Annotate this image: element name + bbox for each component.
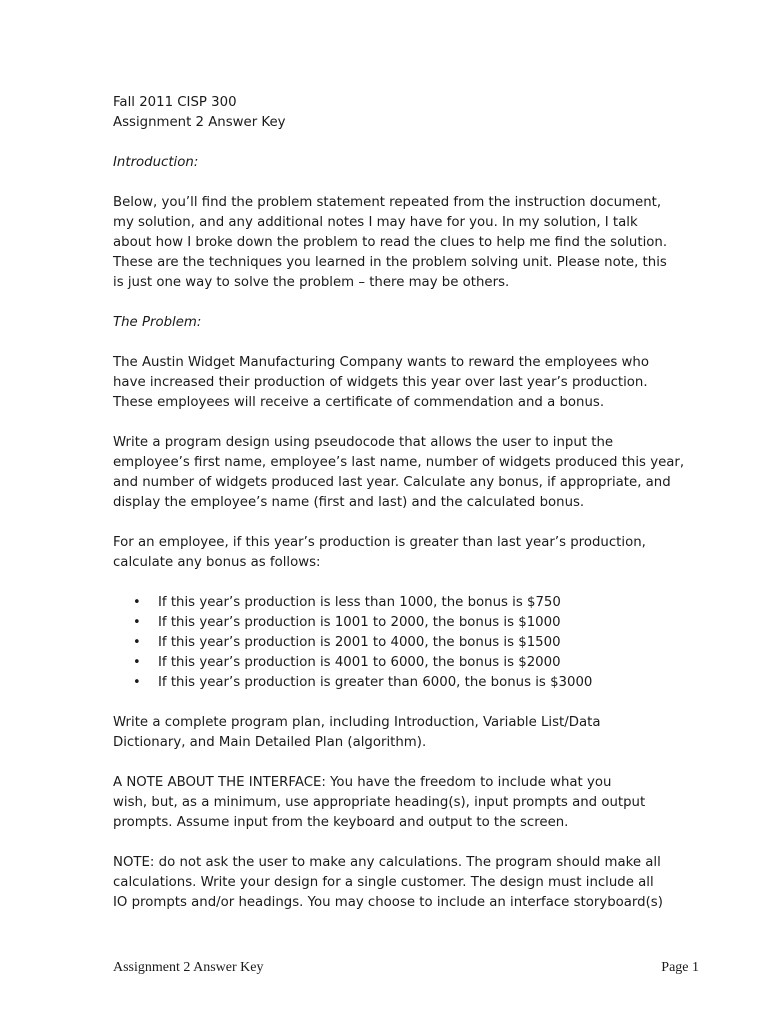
paragraph-line: These employees will receive a certificate of commendation and a bonus. <box>113 395 605 410</box>
paragraph-line: wish, but, as a minimum, use appropriate heading(s), input prompts and output <box>113 795 646 810</box>
course-title: Fall 2011 CISP 300 <box>113 95 237 110</box>
introduction-heading: Introduction: <box>113 155 199 170</box>
list-item <box>133 633 658 653</box>
list-item-text: If this year’s production is less than 1000, the bonus is $750 <box>158 595 561 610</box>
paragraph-line: NOTE: do not ask the user to make any calculations. The program should make all <box>113 855 661 870</box>
list-item <box>133 653 658 673</box>
interface-note-paragraph <box>113 773 658 833</box>
paragraph-line: display the employee’s name (first and last) and the calculated bonus. <box>113 495 585 510</box>
paragraph-line: is just one way to solve the problem – there may be others. <box>113 275 510 290</box>
paragraph-line: Write a program design using pseudocode that allows the user to input the <box>113 435 614 450</box>
list-item <box>133 673 658 693</box>
paragraph-line: and number of widgets produced last year. Calculate any bonus, if appropriate, and <box>113 475 671 490</box>
problem-paragraph-2 <box>113 433 685 513</box>
list-item-text: If this year’s production is 4001 to 6000, the bonus is $2000 <box>158 655 561 670</box>
problem-paragraph-1 <box>113 353 658 413</box>
page-footer <box>113 960 699 980</box>
problem-paragraph-4 <box>113 713 658 753</box>
paragraph-line: my solution, and any additional notes I may have for you. In my solution, I talk <box>113 215 638 230</box>
bullet-icon: • <box>133 635 141 650</box>
bullet-icon: • <box>133 595 141 610</box>
paragraph-line: Write a complete program plan, including Introduction, Variable List/Data <box>113 715 601 730</box>
paragraph-line: have increased their production of widgets this year over last year’s production. <box>113 375 648 390</box>
bullet-icon: • <box>133 655 141 670</box>
paragraph-line: about how I broke down the problem to read the clues to help me find the solution. <box>113 235 668 250</box>
list-item-text: If this year’s production is greater than 6000, the bonus is $3000 <box>158 675 593 690</box>
paragraph-line: Below, you’ll find the problem statement repeated from the instruction document, <box>113 195 662 210</box>
bullet-icon: • <box>133 615 141 630</box>
paragraph-line: IO prompts and/or headings. You may choose to include an interface storyboard(s) <box>113 895 663 910</box>
introduction-paragraph <box>113 193 668 293</box>
paragraph-line: Dictionary, and Main Detailed Plan (algorithm). <box>113 735 427 750</box>
calculation-note-paragraph <box>113 853 663 913</box>
paragraph-line: prompts. Assume input from the keyboard and output to the screen. <box>113 815 569 830</box>
page-number: Page 1 <box>661 960 699 975</box>
document-title: Assignment 2 Answer Key <box>113 115 286 130</box>
paragraph-line: calculations. Write your design for a single customer. The design must include all <box>113 875 654 890</box>
list-item-text: If this year’s production is 2001 to 4000, the bonus is $1500 <box>158 635 561 650</box>
problem-heading: The Problem: <box>113 315 202 330</box>
paragraph-line: These are the techniques you learned in the problem solving unit. Please note, this <box>113 255 667 270</box>
paragraph-line: calculate any bonus as follows: <box>113 555 321 570</box>
footer-title: Assignment 2 Answer Key <box>113 960 264 975</box>
bonus-list <box>113 593 658 693</box>
paragraph-line: A NOTE ABOUT THE INTERFACE: You have the freedom to include what you <box>113 775 612 790</box>
problem-paragraph-3 <box>113 533 658 573</box>
page-content <box>113 93 685 913</box>
paragraph-line: For an employee, if this year’s production is greater than last year’s production, <box>113 535 646 550</box>
bullet-icon: • <box>133 675 141 690</box>
list-item-text: If this year’s production is 1001 to 2000, the bonus is $1000 <box>158 615 561 630</box>
paragraph-line: employee’s first name, employee’s last name, number of widgets produced this year, <box>113 455 685 470</box>
list-item <box>133 613 658 633</box>
paragraph-line: The Austin Widget Manufacturing Company wants to reward the employees who <box>113 355 649 370</box>
list-item <box>133 593 658 613</box>
